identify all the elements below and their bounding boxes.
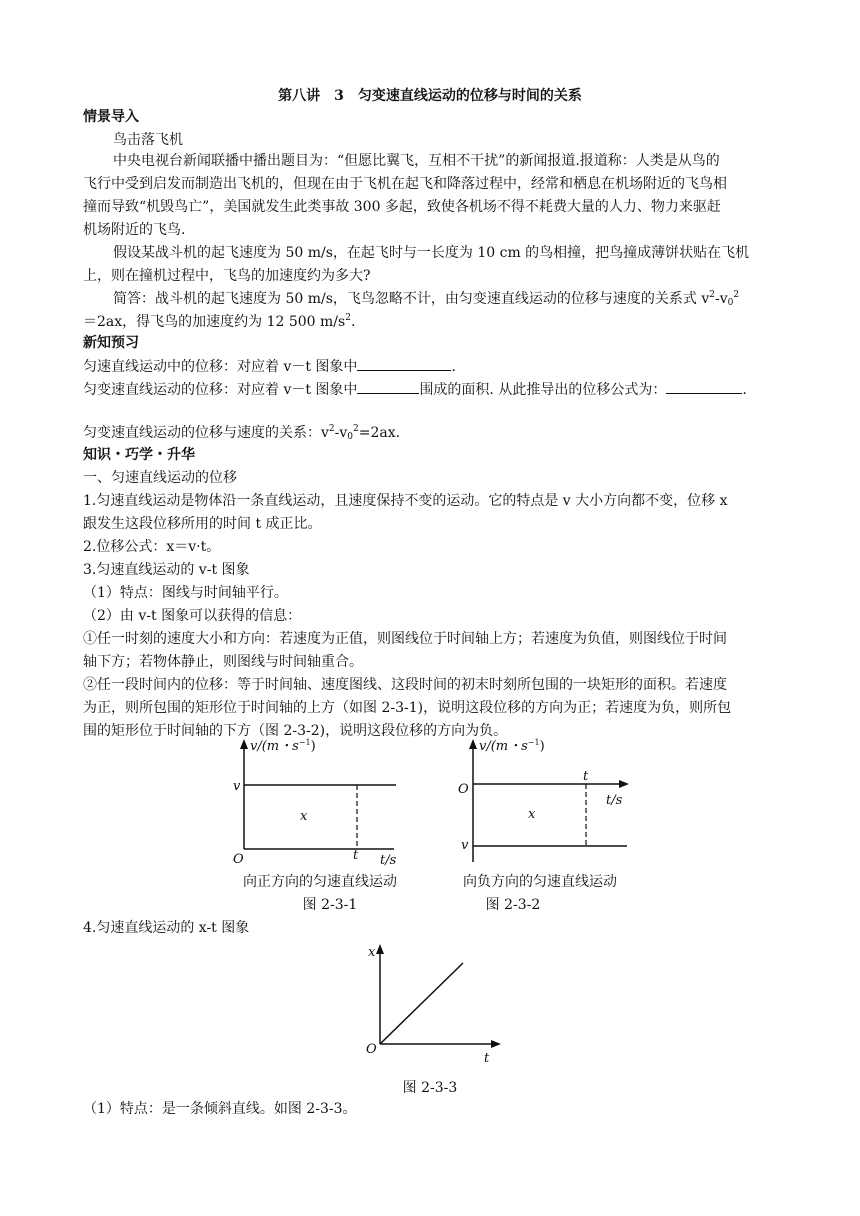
knowledge-line: （1）特点：是一条倾斜直线。如图 2-3-3。 <box>83 1101 357 1117</box>
fill-in-blank[interactable] <box>357 379 419 394</box>
answer-line <box>83 312 355 332</box>
section-heading-knowledge: 知识・巧学・升华 <box>83 447 195 463</box>
knowledge-line: 1.匀速直线运动是物体沿一条直线运动，且速度保持不变的运动。它的特点是 v 大小方向都不变，位移 x <box>83 493 728 509</box>
section-heading-intro: 情景导入 <box>83 109 139 125</box>
preview-sub: 0 <box>347 432 354 442</box>
v-value-label: v <box>461 838 469 853</box>
story-title: 鸟击落飞机 <box>113 132 183 148</box>
answer-sub: 0 <box>727 298 734 308</box>
fill-in-blank[interactable] <box>357 356 451 371</box>
knowledge-line: （1）特点：图线与时间轴平行。 <box>83 585 288 601</box>
answer-text: ＝2ax，得飞鸟的加速度约为 12 500 m/s <box>83 314 346 330</box>
knowledge-line: 围的矩形位于时间轴的下方（图 2-3-2)，说明这段位移的方向为负。 <box>83 723 508 739</box>
knowledge-line: ②任一段时间内的位移：等于时间轴、速度图线、这段时间的初末时刻所包围的一块矩形的面积。若速度 <box>83 677 727 693</box>
figure-caption: 向正方向的匀速直线运动 <box>243 874 397 890</box>
answer-sup: 2 <box>733 290 740 300</box>
figure-caption: 向负方向的匀速直线运动 <box>463 874 617 890</box>
displacement-label: x <box>528 807 536 822</box>
intro-paragraph-line: 中央电视台新闻联播中播出题目为：“但愿比翼飞，互相不干扰”的新闻报道.报道称：人类是从鸟的 <box>113 153 720 169</box>
t-mark-label: t <box>583 769 589 784</box>
figure-2-3-2 <box>455 735 655 870</box>
figure-2-3-1 <box>220 735 420 870</box>
preview-text: . <box>742 382 747 398</box>
v-axis-label: v/(m・$s^{-1}$) <box>479 738 545 754</box>
v-axis-label: v/(m・$s^{-1}$) <box>250 738 316 754</box>
x-axis-label: x <box>368 945 376 960</box>
preview-text: -v <box>334 425 348 441</box>
question-paragraph-line: 上，则在撞机过程中，飞鸟的加速度约为多大? <box>83 268 371 284</box>
knowledge-line: 为正，则所包围的矩形位于时间轴的上方（如图 2-3-1)，说明这段位移的方向为正；若速度为负，则所包 <box>83 700 732 716</box>
displacement-line <box>380 963 463 1044</box>
x-axis-arrow <box>376 944 384 954</box>
origin-label: O <box>233 852 244 867</box>
subsection-title: 一、匀速直线运动的位移 <box>83 470 237 486</box>
preview-text: 匀变速直线运动的位移与速度的关系：v <box>83 425 329 441</box>
v-axis-arrow <box>469 739 477 749</box>
answer-sup: 2 <box>709 290 715 300</box>
knowledge-line: ①任一时刻的速度大小和方向：若速度为正值，则图线位于时间轴上方；若速度为负值，则图线位于时间 <box>83 631 727 647</box>
fill-in-blank[interactable] <box>666 379 742 394</box>
preview-line <box>83 379 747 400</box>
preview-text: 匀变速直线运动的位移：对应着 v－t 图象中 <box>83 382 358 398</box>
knowledge-line: 跟发生这段位移所用的时间 t 成正比。 <box>83 516 322 532</box>
intro-paragraph-line: 撞而导致“机毁鸟亡”，美国就发生此类事故 300 多起，致使各机场不得不耗费大量的人力、物力来驱赶 <box>83 199 721 215</box>
page-title: 第八讲 3 匀变速直线运动的位移与时间的关系 <box>278 88 582 104</box>
preview-text: 匀速直线运动中的位移：对应着 v－t 图象中 <box>83 359 358 375</box>
preview-line <box>83 423 400 443</box>
intro-paragraph-line: 飞行中受到启发而制造出飞机的，但现在由于飞机在起飞和降落过程中，经常和栖息在机场附近的飞鸟相 <box>83 176 727 192</box>
knowledge-line: （2）由 v-t 图象可以获得的信息： <box>83 608 302 624</box>
t-axis-arrow <box>619 780 629 788</box>
preview-text: =2ax. <box>358 425 401 441</box>
t-axis-label: t <box>484 1051 490 1066</box>
preview-sup: 2 <box>328 424 335 434</box>
answer-line <box>113 289 739 309</box>
displacement-label: x <box>300 809 308 824</box>
origin-label: O <box>366 1042 377 1057</box>
figure-number: 图 2-3-2 <box>485 897 541 913</box>
section-heading-preview: 新知预习 <box>83 335 139 351</box>
answer-text: 简答：战斗机的起飞速度为 50 m/s，飞鸟忽略不计，由匀变速直线运动的位移与速度的关系式 v <box>113 291 710 307</box>
preview-line <box>83 356 456 377</box>
answer-sup: 2 <box>345 313 351 323</box>
knowledge-line: 2.位移公式：x＝v·t。 <box>83 539 221 555</box>
knowledge-line: 轴下方；若物体静止，则图线与时间轴重合。 <box>83 654 363 670</box>
figure-number: 图 2-3-3 <box>402 1080 458 1096</box>
preview-sup: 2 <box>353 424 359 434</box>
knowledge-line: 4.匀速直线运动的 x-t 图象 <box>83 920 250 936</box>
t-axis-label: t/s <box>606 793 623 808</box>
preview-text: . <box>451 359 456 375</box>
t-mark-label: t <box>353 848 359 863</box>
answer-text: -v <box>714 291 728 307</box>
preview-text: 围成的面积. 从此推导出的位移公式为： <box>419 382 667 398</box>
answer-text: . <box>350 314 356 330</box>
knowledge-line: 3.匀速直线运动的 v-t 图象 <box>83 562 250 578</box>
intro-paragraph-line: 机场附近的飞鸟. <box>83 222 186 238</box>
t-axis-label: t/s <box>380 853 397 868</box>
figure-number: 图 2-3-1 <box>302 897 358 913</box>
origin-label: O <box>458 782 469 797</box>
question-paragraph-line: 假设某战斗机的起飞速度为 50 m/s，在起飞时与一长度为 10 cm 的鸟相撞，把鸟撞成薄饼状贴在飞机 <box>113 245 750 261</box>
t-axis-arrow <box>491 1040 501 1048</box>
figure-2-3-3 <box>362 940 512 1065</box>
v-value-label: v <box>233 779 241 794</box>
v-axis-arrow <box>240 739 248 749</box>
